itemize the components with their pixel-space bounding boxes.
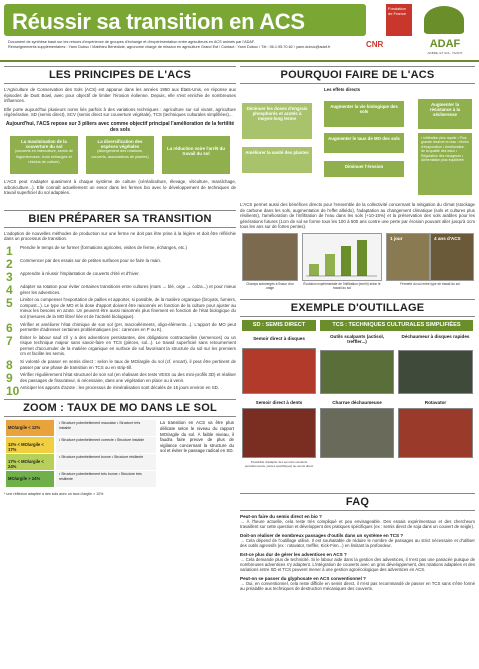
pillar-soil-cover-label: La maximisation de la couverture du sol	[21, 138, 67, 150]
subtitle-line-2: Renseignements supplémentaires : Yann Dubuc / Matthieu Bénédicte, agronome chargé de mission en agriculture Grand Est / Contact : Yann Dubuc / Tél : 06.1.95.70.62 / yann.dubuc@adaf.fr	[8, 45, 331, 49]
tine-seeder-photo	[242, 408, 316, 458]
transition-step	[4, 271, 236, 282]
page-title: Réussir sa transition en ACS	[12, 9, 305, 34]
pillar-diversification-detail: (allongement des rotations, couverts, associations de plantes)	[91, 149, 149, 159]
disc-harrow-photo	[398, 350, 473, 394]
infiltration-chart-icon	[303, 234, 381, 280]
pourquoi-title: POURQUOI FAIRE DE L'ACS	[240, 66, 475, 84]
sd-header: SD : SEMIS DIRECT	[242, 320, 316, 331]
tcs-header: TCS : TECHNIQUES CULTURALES SIMPLIFIÉES	[320, 320, 473, 331]
faq-answer-2: → Cela dépend de l'outillage utilisé. Il est souhaitable de réduire le nombre de passages au strict nécessaire et d'utiliser des outils agressifs (ex : rotavator, treffler, Kick-Finn...) en limitant la profondeur.	[240, 537, 475, 549]
mo-ratio-label: 17% < MO/argile < 24%	[6, 454, 54, 470]
step-text: Éviter le labour sauf s'il y a des adventices persistantes, des obligations contractuelles (semences) ou un risque technique majeur sans savoir-faire en TCS (pièces, sol...). Le travail superficiel sans retournement permet d'accumuler de la matière organique en surface de sol favorisant la structure du sol sur les premiers cm et facilite les semis.	[20, 334, 236, 357]
mo-ratio-row	[6, 454, 156, 470]
left-column	[4, 66, 236, 666]
principes-paragraph-1: L'Agriculture de Conservation des Sols (ACS) est apparue dans les années 1950 aux États-Unis, en réponse aux épisodes de Dust Bowl, avec pour objectif de limiter l'érosion éolienne. Depuis, elle s'est enrichie de nombreuses influences.	[4, 87, 236, 104]
step-number: 2	[6, 256, 13, 271]
effects-diagram	[240, 87, 475, 199]
pourquoi-photos	[240, 233, 475, 297]
caption-flooded-field: Champs submergés à l'issue d'un orage	[246, 281, 294, 290]
step-text: Commencer par des essais sur de petites surfaces pour se faire la main.	[20, 257, 162, 263]
transition-step	[4, 245, 236, 256]
label-stubble-plough: Charrue déchaumeuse	[332, 399, 382, 405]
transition-step	[4, 297, 236, 319]
label-tine-seeder: Semoir direct à dents	[255, 399, 303, 405]
soil-one-day-photo	[386, 233, 430, 281]
step-text: Vérifier régulièrement l'état structurel de son sol (en réalisant des tests VESS ou des mini-profils 3D) et réaliser des passages de fissurateur, si nécessaire, dans une végétation en place ou à venir.	[20, 372, 236, 383]
scalping-tools-photo	[320, 350, 394, 394]
step-number: 7	[6, 333, 13, 348]
step-number: 9	[6, 371, 13, 386]
zoom-title: ZOOM : TAUX DE MO DANS LE SOL	[4, 399, 236, 417]
caption-infiltration: Évolution expérimentale de l'infiltration (mm/h) selon le travail du sol	[303, 281, 381, 290]
caption-soil-firmness: Fermeté du sol entre type de travail du sol	[400, 281, 460, 286]
drought-benefits-list: • Infiltration plus rapide • Plus grande réserve en eau • Moins d'évaporation • Amélioration de la qualité des eaux • Régulation des ravageurs • Alimentation plus équilibrée	[418, 133, 472, 195]
fondation-de-france-logo: Fondation de France	[386, 4, 412, 36]
step-text: Anticiper les apports d'azote : les processus de minéralisation sont décalés de 15 jours environ en SD.	[20, 385, 220, 391]
principes-paragraph-2: Elle porte aujourd'hui plusieurs noms liés parfois à des variations techniques : agriculture sur sol vivant, agriculture régénérative, SD (semis direct), SCV (semis direct sur couverture végétale), TCS (techniques culturales simplifiées)...	[4, 106, 236, 118]
faq-question-4: Peut-on se passer du glyphosate en ACS conventionnel ?	[240, 575, 366, 581]
effects-title: Les effets directs	[324, 87, 361, 92]
zoom-section	[4, 399, 236, 496]
four-years-label: 4 ans d'ACS	[434, 235, 461, 241]
faq-list	[240, 514, 475, 592]
label-disc-harrow: Déchaumeur à disques rapides	[401, 333, 470, 339]
faq-question-2: Doit-on réaliser de nombreux passages d'outils dans un système en TCS ?	[240, 532, 404, 538]
step-text: Apprendre à réussir l'implantation de couverts d'été et d'hiver.	[20, 270, 140, 276]
pourquoi-paragraph: L'ACS permet aussi des bénéfices directs pour l'ensemble de la collectivité concernant la mitigation du climat (stockage de carbone dans les sols, augmentation de l'effet albédo), l'adaptation au changement climatique (sols et cultures plus résilients), l'amélioration de l'infiltration de l'eau dans les sols (+10-15%) et la préservation des sols arables pour les générations futures (1cm de sol se forme tous les 100 à 500 ans contre une perte par érosion pouvant aller jusqu'à 1cm tous les ans sur de fortes pentes).	[240, 202, 475, 230]
outillage-section	[240, 320, 475, 490]
pillar-tillage-reduction-label: La réduction voire l'arrêt du travail du sol	[167, 145, 225, 157]
faq-question-3: Est-ce plus dur de gérer les adventices en ACS ?	[240, 551, 347, 557]
cnr-logo: CNR	[366, 40, 384, 49]
transition-title: BIEN PRÉPARER SA TRANSITION	[4, 210, 236, 228]
effect-erosion: Diminuer l'érosion	[324, 161, 404, 177]
transition-step	[4, 371, 236, 386]
page-subtitle	[8, 40, 368, 50]
step-text: Vérifier et améliorer l'état chimique de son sol (pH, macroéléments, oligo-éléments...). L'apport de MO peut permettre d'adresser certaines problématiques (ex : carences en P ou K).	[20, 321, 236, 333]
step-number: 6	[6, 320, 13, 335]
pillars	[4, 136, 236, 176]
label-rotavator: Rotavator	[424, 399, 447, 405]
title-band	[4, 4, 366, 36]
adaf-logo-text: ADAF	[429, 38, 461, 50]
zoom-note: * une réfléxion adaptée à des sols avec un taux d'argile > 10%	[4, 492, 104, 497]
mo-ratio-row	[6, 420, 156, 436]
mo-ratio-row	[6, 471, 156, 487]
mo-ratio-description: • Structure potentiellement correcte • Structure instable	[56, 437, 156, 453]
mo-ratio-description: • Structure potentiellement très bonne • Structure très résiliente	[56, 471, 156, 487]
adaf-logo	[416, 4, 474, 56]
faq-question-1: Peut-on faire du semis direct en bio ?	[240, 513, 322, 519]
zoom-table	[4, 420, 236, 490]
tree-icon	[424, 6, 464, 34]
step-number: 4	[6, 282, 13, 297]
mo-ratio-description: • Structure potentiellement mauvaise • Structure très instable	[56, 420, 156, 436]
step-number: 10	[6, 384, 20, 399]
effect-plant-health: Améliorer la santé des plantes	[242, 147, 312, 173]
header	[0, 0, 479, 62]
outillage-title: EXEMPLE D'OUTILLAGE	[240, 299, 475, 317]
faq-title: FAQ	[240, 493, 475, 511]
transition-steps	[4, 245, 236, 397]
step-text: Adapter sa rotation pour éviter certaines transitions entre cultures (maïs → blé, orge → colza...) et pour mieux gérer les adventices.	[20, 283, 236, 295]
label-scalping-tools: Outils scalpants (actisol, treffler...)	[329, 333, 385, 344]
seeder-adaptation-caption: Possibilité d'adapter des semoirs existants (entraînements, pièces spécifiques) au semis direct	[244, 459, 314, 468]
soil-four-years-photo	[430, 233, 474, 281]
transition-step	[4, 258, 236, 269]
right-column	[240, 66, 475, 666]
label-disc-seeder: Semoir direct à disques	[253, 335, 305, 341]
mo-ratio-row	[6, 437, 156, 453]
faq-answer-3: → Cela demande plus de technicité. Si le labour aide dans la gestion des adventices, il n'est pas une panacée puisque de nombreuses adventices s'y adaptent. L'intégration de couverts avec un gros développement, des rotations adaptées et des variations entre SD et TCS peuvent mener à une gestion agroécologique des adventices en ACS.	[240, 556, 475, 573]
effect-drought-resistance: Augmenter la résistance à la sécheresse	[418, 99, 472, 129]
step-text: Prendre le temps de se former (formations agricoles, visites de ferme, échanges, etc.)	[20, 244, 187, 250]
stubble-plough-photo	[320, 408, 394, 458]
mo-ratio-label: MO/argile > 24%	[6, 471, 54, 487]
transition-step	[4, 284, 236, 295]
disc-seeder-photo	[242, 348, 316, 394]
step-text: Limiter ou compenser l'exportation de pailles et apporter, si possible, de la matière organique (broyats, fumiers, compost...). Le type de MO et la dose d'apport doivent être raisonnés en fonction de la culture pour ajuster au mieux les besoins en azote. Un peuvent être aussi raisonnés plus finement en fonction de l'état biologique du sol (mesures de la MO libre/ liée et de l'activité biologique).	[20, 297, 236, 319]
principes-title: LES PRINCIPES DE L'ACS	[4, 66, 236, 84]
step-number: 8	[6, 358, 13, 373]
transition-step	[4, 384, 236, 399]
mo-ratio-label: MO/argile < 12%	[6, 420, 54, 436]
step-text: Si volonté de passer en semis direct : selon le taux de MO/argile du sol (cf. encart), il peut être pertinent de passer par une phase de transition en TCS ou en strip-till.	[20, 359, 236, 370]
pillar-diversification-label: La diversification des espèces végétales	[97, 138, 143, 150]
transition-step	[4, 322, 236, 333]
pillar-diversification	[86, 136, 154, 174]
infiltration-chart-image	[302, 233, 382, 281]
mo-ratio-description: • Structure potentiellement bonne • Structure résiliente	[56, 454, 156, 470]
effect-fertilizer-reduction: Diminuer les doses d'engrais phosphorés et azotés à moyen-long terme	[242, 103, 312, 139]
step-number: 3	[6, 269, 13, 284]
faq-answer-1: → À l'heure actuelle, cela reste très compliqué et peu envisageable. Des essais expérimentaux et des chercheurs travaillent sur cette question et développent des pratiques spécifiques (ex : semis direct de soja dans un couvert de seigle).	[240, 518, 475, 530]
pillar-soil-cover	[10, 136, 78, 174]
effect-organic-matter: Augmenter le taux de MO des sols	[324, 133, 404, 153]
step-number: 5	[6, 296, 13, 311]
pillar-soil-cover-detail: (couverts en interculture, semis de légumineuses, leurs mélanges et résidus de culture)	[14, 149, 74, 164]
faq-answer-4: → Oui, en conventionnel, cela reste difficile en semis direct, il n'est pas recommandé de passer en TCS sans s'être formé au préalable aux techniques de destruction mécaniques des couverts.	[240, 580, 475, 592]
step-number: 1	[6, 243, 13, 258]
mo-ratio-label: 12% < MO/argile < 17%	[6, 437, 54, 453]
adaf-logo-tagline: ARBRE, ET SOL, VIVANT	[427, 51, 463, 55]
pillar-tillage-reduction	[162, 136, 230, 174]
flooded-field-photo	[242, 233, 298, 281]
principes-paragraph-3: L'ACS peut s'adapter quasiment à chaque système de culture (céréaliculture, élevage, viticulture, maraîchage, arboriculture...). Elle connaît actuellement un essor dans les fermes bio avec le développement de techniques de travail superficiel du sol adaptées.	[4, 178, 236, 196]
one-day-label: 1 jour	[390, 235, 403, 241]
zoom-text: La transition en ACS va être plus délicate selon le niveau du rapport MO/argile du sol. À faible niveau, il faudra faire preuve de plus de vigilance concernant la structure du sol et éviter le passage radical en SD.	[160, 420, 234, 454]
transition-step	[4, 358, 236, 373]
transition-step	[4, 335, 236, 357]
rotavator-photo	[398, 408, 473, 458]
effect-soil-biology: Augmenter la vie biologique des sols	[324, 101, 404, 127]
transition-intro: L'adoption de nouvelles méthodes de production sur une ferme ne doit pas être prise à la légère et doit être réfléchie dans un processus de transition.	[4, 230, 236, 242]
pillars-title: Aujourd'hui, l'ACS repose sur 3 piliers avec comme objectif principal l'amélioration de la fertilité des sols	[5, 120, 235, 133]
subtitle-line-1: Document de synthèse basé sur les retours d'expérience de groupes d'échange et d'expérimentation entre agriculteurs en ACS animés par l'ADAF.	[8, 40, 255, 44]
